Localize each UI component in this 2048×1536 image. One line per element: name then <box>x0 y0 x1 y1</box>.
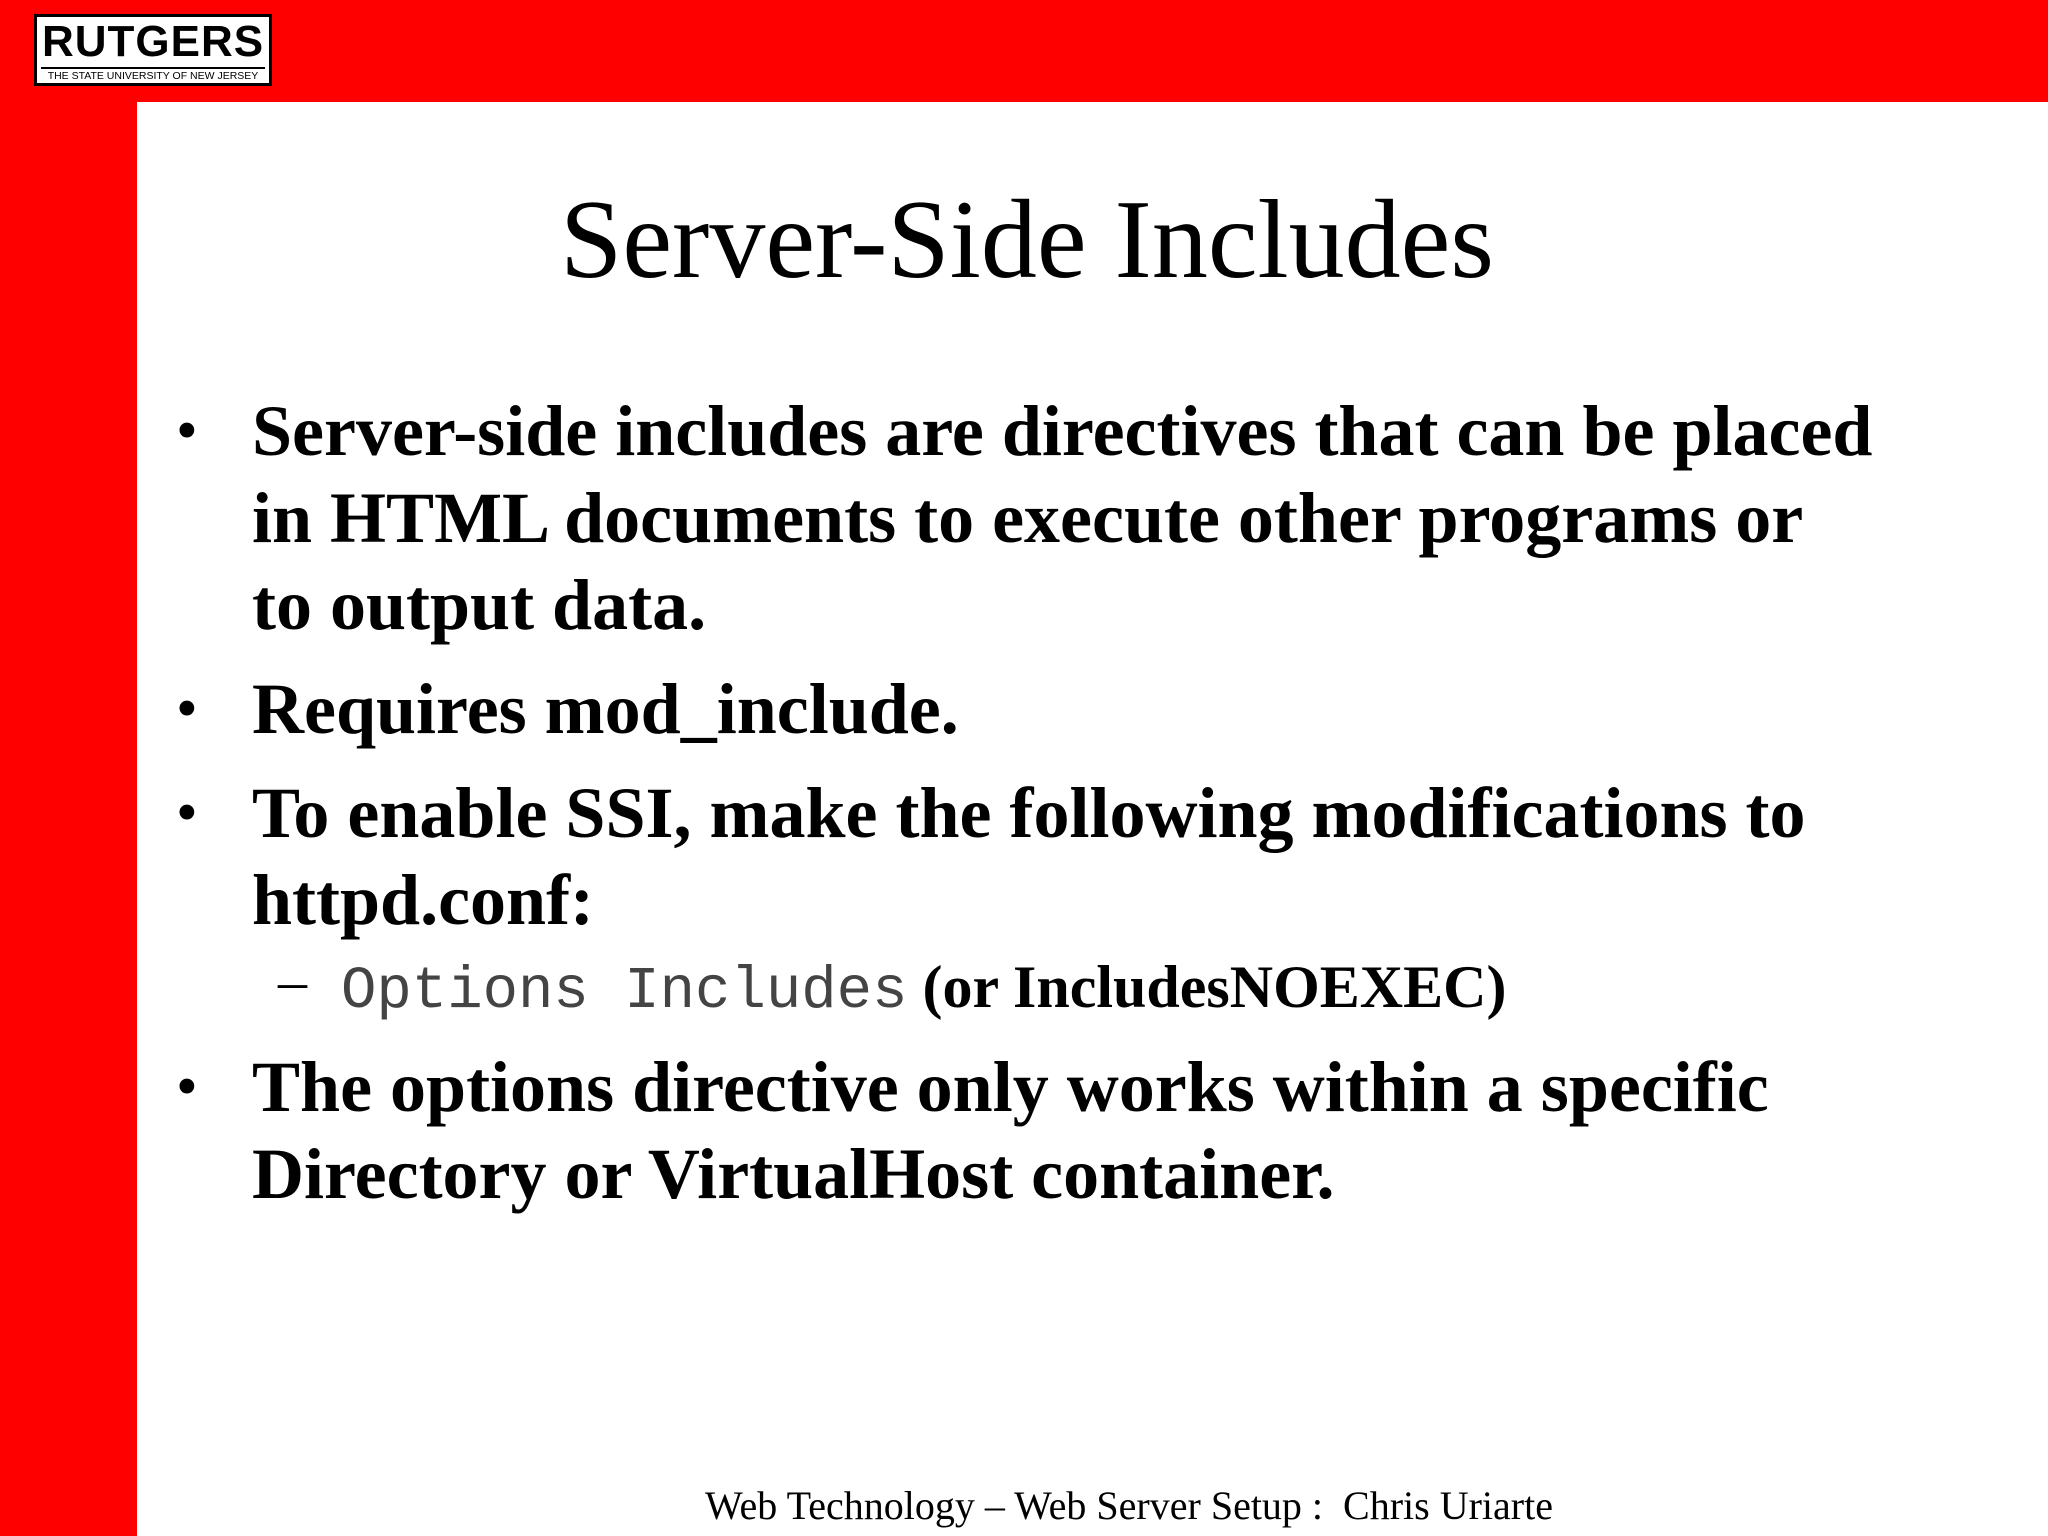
bullet-item <box>176 1044 1876 1218</box>
logo-wordmark: RUTGERS <box>41 17 265 66</box>
logo-divider <box>41 67 265 69</box>
logo-subtitle: THE STATE UNIVERSITY OF NEW JERSEY <box>47 70 259 82</box>
sub-bullet-code: Options Includes <box>341 958 908 1025</box>
bullet-text: Server-side includes are directives that can be placed in HTML documents to execute other programs or to output data. <box>252 391 1873 645</box>
bullet-marker: • <box>176 1053 198 1121</box>
bullet-marker: • <box>176 397 198 465</box>
bullet-text: To enable SSI, make the following modifications to httpd.conf: <box>252 773 1806 940</box>
bullet-marker: • <box>176 779 198 847</box>
slide-title: Server-Side Includes <box>560 178 1494 302</box>
bullet-text: The options directive only works within a specific Directory or VirtualHost container. <box>252 1047 1769 1214</box>
rutgers-logo <box>34 14 272 86</box>
left-red-band <box>0 0 137 1536</box>
bullet-marker: • <box>176 675 198 743</box>
bullet-list <box>176 388 1876 1235</box>
bullet-text: Requires mod_include. <box>252 669 959 749</box>
bullet-item <box>176 770 1876 944</box>
bullet-item <box>176 388 1876 649</box>
sub-bullet-marker: – <box>278 948 307 1013</box>
slide-footer: Web Technology – Web Server Setup : Chris Uriarte <box>705 1483 1553 1528</box>
sub-bullet-text: (or IncludesNOEXEC) <box>907 954 1507 1020</box>
top-red-band <box>0 0 2048 102</box>
sub-bullet-item <box>176 948 1876 1028</box>
bullet-item <box>176 666 1876 753</box>
